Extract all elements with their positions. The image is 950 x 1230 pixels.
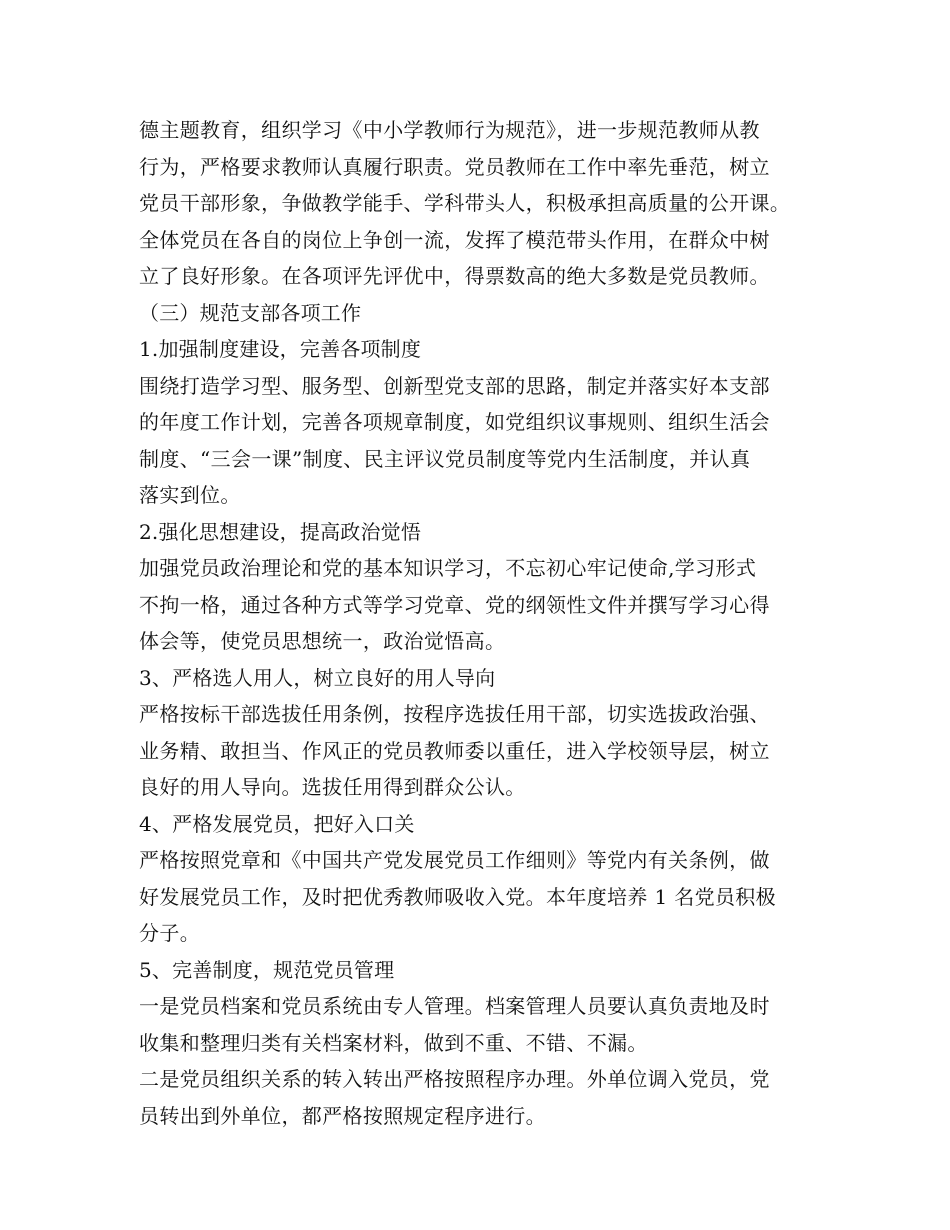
text-line: 不拘一格，通过各种方式等学习党章、党的纲领性文件并撰写学习心得 bbox=[139, 592, 770, 617]
document-page bbox=[139, 112, 829, 1134]
subsection-heading: 1.加强制度建设，完善各项制度 bbox=[139, 337, 422, 361]
text-line: 体会等，使党员思想统一，政治觉悟高。 bbox=[139, 629, 506, 653]
text-line: 围绕打造学习型、服务型、创新型党支部的思路，制定并落实好本支部 bbox=[139, 373, 770, 398]
text-line: 德主题教育，组织学习《中小学教师行为规范》，进一步规范教师从教 bbox=[139, 118, 760, 142]
subsection-heading: 3、严格选人用人，树立良好的用人导向 bbox=[139, 665, 496, 690]
text-line: 立了良好形象。在各项评先评优中，得票数高的绝大多数是党员教师。 bbox=[139, 264, 770, 288]
text-line: 党员干部形象，争做教学能手、学科带头人，积极承担高质量的公开课。 bbox=[139, 191, 791, 215]
text-line: 严格按照党章和《中国共产党发展党员工作细则》等党内有关条例，做 bbox=[139, 848, 770, 872]
text-line: 加强党员政治理论和党的基本知识学习，不忘初心牢记使命,学习形式 bbox=[139, 556, 757, 580]
text-line: 严格按标干部选拔任用条例，按程序选拔任用干部，切实选拔政治强、 bbox=[139, 702, 770, 726]
section-heading: （三）规范支部各项工作 bbox=[139, 300, 362, 325]
text-line: 好发展党员工作，及时把优秀教师吸收入党。本年度培养 1 名党员积极 bbox=[139, 884, 776, 909]
subsection-heading: 2.强化思想建设，提高政治觉悟 bbox=[139, 519, 422, 544]
subsection-heading: 5、完善制度，规范党员管理 bbox=[139, 957, 395, 982]
text-line: 二是党员组织关系的转入转出严格按照程序办理。外单位调入党员，党 bbox=[139, 1067, 770, 1091]
subsection-heading: 4、严格发展党员，把好入口关 bbox=[139, 811, 415, 836]
text-line: 的年度工作计划，完善各项规章制度，如党组织议事规则、组织生活会 bbox=[139, 410, 770, 434]
text-line: 行为，严格要求教师认真履行职责。党员教师在工作中率先垂范，树立 bbox=[139, 154, 770, 179]
text-line: 业务精、敢担当、作风正的党员教师委以重任，进入学校领导层，树立 bbox=[139, 738, 770, 763]
text-line: 员转出到外单位，都严格按照规定程序进行。 bbox=[139, 1103, 546, 1128]
text-line: 落实到位。 bbox=[139, 483, 241, 507]
text-line: 良好的用人导向。选拔任用得到群众公认。 bbox=[139, 775, 526, 799]
text-line: 收集和整理归类有关档案材料，做到不重、不错、不漏。 bbox=[139, 1030, 648, 1055]
text-line: 制度、“三会一课”制度、民主评议党员制度等党内生活制度，并认真 bbox=[139, 446, 751, 471]
text-line: 分子。 bbox=[139, 921, 201, 945]
text-line: 全体党员在各自的岗位上争创一流，发挥了模范带头作用，在群众中树 bbox=[139, 227, 770, 252]
text-line: 一是党员档案和党员系统由专人管理。档案管理人员要认真负责地及时 bbox=[139, 994, 770, 1018]
